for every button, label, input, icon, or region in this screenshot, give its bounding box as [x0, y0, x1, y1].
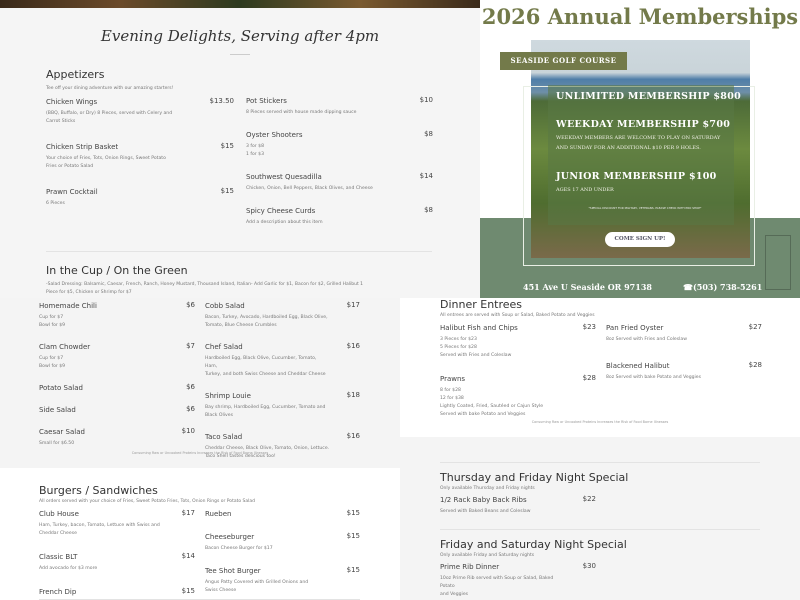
item-price: $17	[181, 509, 195, 517]
item-description	[46, 200, 234, 208]
description-line: Turkey, and both Swiss Cheese and Cheddar Cheese	[205, 372, 326, 377]
description-line: (BBQ, Buffalo, or Dry) 8 Pieces, served with Celery and	[46, 111, 173, 116]
description-line: Lightly Coated, Fried, Sautéed or Cajun Style	[440, 404, 544, 409]
menu-column	[246, 97, 433, 241]
menu-item	[440, 375, 596, 419]
item-price: $15	[346, 509, 360, 517]
description-line: Cup for $7	[39, 315, 64, 320]
menu-item	[205, 392, 360, 420]
item-name: Oyster Shooters	[246, 131, 303, 139]
overlay	[548, 85, 734, 225]
description-line: Ham, Turkey, bacon, Tomato, Lettuce with Swiss and	[39, 523, 160, 528]
item-description	[246, 219, 433, 227]
weekday-membership: WEEKDAY MEMBERSHIP $700	[556, 119, 731, 130]
food-safety-note: Consuming Raw or Uncooked Proteins Increases the Risk of Food Borne Illnesses	[131, 451, 269, 455]
evening-menu-panel	[0, 0, 480, 298]
divider	[440, 462, 760, 463]
item-description	[39, 522, 195, 538]
item-price: $15	[220, 142, 234, 150]
weekday-description: WEEKDAY MEMBERS ARE WELCOME TO PLAY ON SATURDAY AND SUNDAY FOR AN ADDITIONAL $10 PER 9 HOLES.	[556, 135, 721, 151]
description-line: Black Olives	[205, 413, 233, 418]
description-line: Add a description about this item	[246, 220, 323, 225]
item-price: $27	[748, 323, 762, 331]
section-heading-thu-fri: Thursday and Friday Night Special	[440, 471, 629, 484]
description-line: 8oz Served with Fries and Coleslaw	[606, 337, 687, 342]
item-price: $17	[346, 301, 360, 309]
item-description	[205, 404, 360, 420]
menu-item	[39, 553, 195, 573]
menu-item	[606, 362, 762, 382]
item-price: $6	[186, 405, 195, 413]
item-description	[46, 155, 234, 171]
food-photo	[0, 0, 480, 8]
item-description	[440, 387, 596, 419]
item-description	[46, 110, 234, 126]
item-name: Rueben	[205, 510, 232, 518]
item-description	[39, 565, 195, 573]
item-price: $15	[220, 187, 234, 195]
item-name: Cheeseburger	[205, 533, 255, 541]
description-line: Fries or Potato Salad	[46, 164, 94, 169]
description-line: Served with Fries and Coleslaw	[440, 353, 512, 358]
item-price: $14	[181, 552, 195, 560]
item-description	[205, 545, 360, 553]
item-name: Pan Fried Oyster	[606, 324, 664, 332]
menu-item	[205, 302, 360, 330]
description-line: Bacon Cheese Burger for $17	[205, 546, 273, 551]
menu-item	[205, 567, 360, 595]
item-name: Southwest Quesadilla	[246, 173, 322, 181]
description-line: Small for $6.50	[39, 441, 75, 446]
section-subtitle: -Salad Dressing: Balsamic, Caesar, French, Ranch, Honey Mustard, Thousand Island, Italian- Add Garlic for $1, Bacon for $2, Grilled Halibut 1 Piece for $5, Chicken or Shrimp for $7	[46, 282, 364, 295]
item-price: $7	[186, 342, 195, 350]
item-price: $14	[419, 172, 433, 180]
description-line: 3 Pieces for $23	[440, 337, 477, 342]
item-price: $6	[186, 383, 195, 391]
item-description	[246, 185, 433, 193]
item-name: Classic BLT	[39, 553, 78, 561]
item-price: $30	[582, 562, 596, 570]
menu-item	[39, 343, 195, 371]
item-price: $6	[186, 301, 195, 309]
description-line: 1 for $3	[246, 152, 265, 157]
description-line: Bowl for $9	[39, 323, 66, 328]
item-name: 1/2 Rack Baby Back Ribs	[440, 496, 527, 504]
menu-item	[440, 496, 596, 516]
item-price: $10	[181, 427, 195, 435]
section-heading-fri-sat: Friday and Saturday Night Special	[440, 538, 627, 551]
course-logo	[765, 235, 791, 290]
divider	[230, 54, 250, 55]
menu-title: Evening Delights, Serving after 4pm	[100, 27, 380, 45]
menu-item	[606, 324, 762, 344]
description-line: Bacon, Turkey, Avocado, Hardboiled Egg, Black Olive,	[205, 315, 328, 320]
section-heading-cup: In the Cup / On the Green	[46, 264, 188, 277]
item-description	[205, 579, 360, 595]
item-price: $23	[582, 323, 596, 331]
menu-column	[440, 496, 596, 530]
menu-item	[39, 406, 195, 415]
item-name: French Dip	[39, 588, 77, 596]
description-line: Add avocado for $3 more	[39, 566, 98, 571]
item-name: Prime Rib Dinner	[440, 563, 500, 571]
item-name: Pot Stickers	[246, 97, 287, 105]
item-name: Chef Salad	[205, 343, 243, 351]
menu-column	[440, 563, 596, 600]
junior-description: AGES 17 AND UNDER	[556, 187, 614, 193]
description-line: Taco Shell tastes delicious too!	[205, 454, 276, 459]
section-subtitle: Only available Thursday and Friday nights	[440, 486, 535, 491]
description-line: Chicken, Onion, Bell Peppers, Black Olives, and Cheese	[246, 186, 373, 191]
item-description	[440, 336, 596, 360]
item-description	[246, 143, 433, 159]
item-description	[39, 355, 195, 371]
item-description	[606, 336, 762, 344]
item-name: Tee Shot Burger	[205, 567, 261, 575]
description-line: Bowl for $9	[39, 364, 66, 369]
item-name: Halibut Fish and Chips	[440, 324, 518, 332]
section-subtitle: All entrees are served with Soup or Salad, Baked Potato and Veggies	[440, 313, 595, 318]
dinner-entrees-panel	[400, 298, 800, 437]
item-price: $18	[346, 391, 360, 399]
item-price: $28	[748, 361, 762, 369]
description-line: Swiss Cheese	[205, 588, 237, 593]
description-line: Bay shrimp, Hardboiled Egg, Cucumber, Tomato and	[205, 405, 326, 410]
item-price: $28	[582, 374, 596, 382]
menu-item	[246, 207, 433, 227]
night-specials-panel	[400, 437, 800, 600]
sign-up-button[interactable]: COME SIGN UP!	[605, 232, 675, 247]
item-name: Spicy Cheese Curds	[246, 207, 316, 215]
menu-item	[46, 143, 234, 171]
section-subtitle: Only available Friday and Saturday nights	[440, 553, 535, 558]
item-name: Shrimp Louie	[205, 392, 251, 400]
menu-item	[39, 588, 195, 597]
item-price: $10	[419, 96, 433, 104]
course-badge: SEASIDE GOLF COURSE	[500, 52, 627, 70]
menu-column	[606, 324, 762, 400]
item-price: $16	[346, 342, 360, 350]
menu-item	[39, 384, 195, 393]
item-name: Potato Salad	[39, 384, 83, 392]
item-price: $8	[424, 130, 433, 138]
menu-item	[205, 533, 360, 553]
menu-column	[39, 510, 195, 600]
description-line: Cheddar Cheese, Black Olive, Tomato, Onion, Lettuce.	[205, 446, 330, 451]
item-description	[39, 314, 195, 330]
description-line: 8 for $28	[440, 388, 461, 393]
description-line: Cheddar Cheese	[39, 531, 77, 536]
divider	[46, 251, 432, 252]
item-description	[246, 109, 433, 117]
item-name: Caesar Salad	[39, 428, 85, 436]
description-line: Tomato, Blue Cheese Crumbles	[205, 323, 277, 328]
item-name: Club House	[39, 510, 79, 518]
description-line: 3 for $8	[246, 144, 265, 149]
item-price: $15	[346, 532, 360, 540]
address: 451 Ave U Seaside OR 97138	[523, 282, 652, 292]
divider	[440, 529, 760, 530]
item-description	[440, 508, 596, 516]
menu-item	[205, 510, 360, 519]
item-description	[39, 440, 195, 448]
section-heading-dinner: Dinner Entrees	[440, 298, 523, 311]
menu-item	[440, 324, 596, 360]
item-name: Cobb Salad	[205, 302, 245, 310]
item-price: $15	[346, 566, 360, 574]
description-line: 8 Pieces served with house made dipping sauce	[246, 110, 357, 115]
description-line: Served with bake Potato and Veggies	[440, 412, 526, 417]
item-name: Prawn Cocktail	[46, 188, 98, 196]
menu-item	[246, 97, 433, 117]
description-line: 10oz Prime Rib served with Soup or Salad, Baked Potato	[440, 576, 554, 589]
menu-item	[39, 302, 195, 330]
item-name: Clam Chowder	[39, 343, 91, 351]
section-subtitle: Tee off your dining adventure with our amazing starters!	[46, 86, 174, 91]
menu-item	[46, 188, 234, 208]
menu-item	[440, 563, 596, 599]
menu-column	[205, 510, 360, 600]
item-name: Side Salad	[39, 406, 76, 414]
description-line: 8oz Served with bake Potato and Veggies	[606, 375, 702, 380]
item-price: $22	[582, 495, 596, 503]
item-name: Taco Salad	[205, 433, 243, 441]
unlimited-membership: UNLIMITED MEMBERSHIP $800	[556, 91, 742, 102]
phone: ☎(503) 738-5261	[683, 282, 763, 292]
description-line: Angus Patty Covered with Grilled Onions and	[205, 580, 309, 585]
description-line: 5 Pieces for $28	[440, 345, 477, 350]
item-name: Blackened Halibut	[606, 362, 670, 370]
section-heading-burgers: Burgers / Sandwiches	[39, 484, 158, 497]
menu-item	[246, 131, 433, 159]
description-line: Served with Baked Beans and Coleslaw	[440, 509, 531, 514]
menu-column	[46, 98, 234, 225]
junior-membership: JUNIOR MEMBERSHIP $100	[556, 171, 717, 182]
item-name: Homemade Chili	[39, 302, 97, 310]
menu-column	[205, 302, 360, 468]
item-description	[205, 314, 360, 330]
item-name: Prawns	[440, 375, 466, 383]
flyer-title: 2026 Annual Memberships	[481, 4, 799, 29]
section-subtitle: All orders served with your choice of Fries, Sweet Potato Fries, Tots, Onion Rings or Potato Salad	[39, 499, 256, 504]
item-description	[606, 374, 762, 382]
description-line: 6 Pieces	[46, 201, 65, 206]
description-line: and Veggies	[440, 592, 469, 597]
membership-flyer	[480, 0, 800, 298]
discount-note: *SPECIAL DISCOUNT FOR MILITARY, VETERANS. PLEASE CHECK WITH PRO SHOP*	[588, 206, 702, 210]
description-line: Carrot Sticks	[46, 119, 76, 124]
description-line: Hardboiled Egg, Black Olive, Cucumber, Tomato, Ham,	[205, 356, 317, 369]
item-price: $8	[424, 206, 433, 214]
food-safety-note: Consuming Raw or Uncooked Proteins Increases the Risk of Food Borne Illnesses	[531, 420, 669, 424]
section-heading-appetizers: Appetizers	[46, 68, 105, 81]
menu-item	[205, 343, 360, 379]
menu-column	[440, 324, 596, 434]
item-description	[205, 355, 360, 379]
item-name: Chicken Wings	[46, 98, 98, 106]
cup-green-items-panel	[0, 298, 400, 468]
menu-column	[39, 302, 195, 461]
menu-item	[39, 428, 195, 448]
menu-item	[39, 510, 195, 538]
item-price: $16	[346, 432, 360, 440]
description-line: 12 for $38	[440, 396, 464, 401]
menu-item	[205, 433, 360, 461]
item-price: $13.50	[209, 97, 234, 105]
description-line: Cup for $7	[39, 356, 64, 361]
item-name: Chicken Strip Basket	[46, 143, 119, 151]
item-description	[440, 575, 596, 599]
item-price: $15	[181, 587, 195, 595]
menu-item	[246, 173, 433, 193]
menu-item	[46, 98, 234, 126]
burgers-panel	[0, 468, 400, 600]
description-line: Your choice of Fries, Tots, Onion Rings, Sweet Potato	[46, 156, 166, 161]
